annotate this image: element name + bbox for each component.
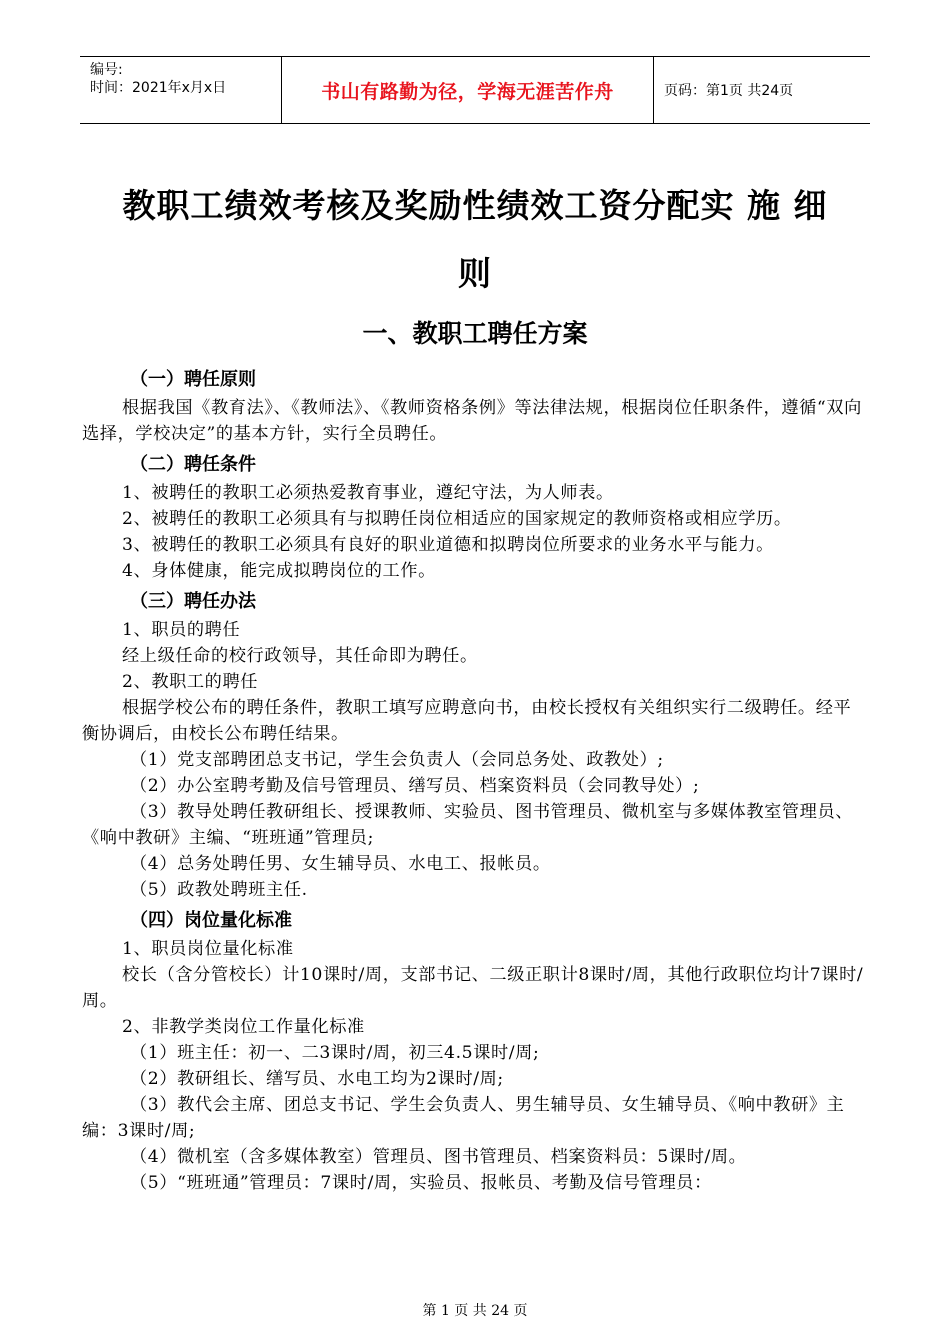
paragraph: （4）总务处聘任男、女生辅导员、水电工、报帐员。 — [130, 854, 551, 874]
subheading-methods: （三）聘任办法 — [130, 591, 256, 612]
paragraph: （4）微机室（含多媒体教室）管理员、图书管理员、档案资料员：5课时/周。 — [130, 1147, 747, 1167]
paragraph: （1）班主任：初一、二3课时/周，初三4.5课时/周; — [130, 1043, 540, 1063]
document-title-line2: 则 — [458, 254, 492, 293]
subheading-standards: （四）岗位量化标准 — [130, 910, 292, 931]
subheading-conditions: （二）聘任条件 — [130, 454, 256, 475]
number-label: 编号: — [90, 62, 123, 78]
paragraph: （5）政教处聘班主任. — [130, 880, 308, 900]
time-label: 时间：2021年x月x日 — [90, 80, 227, 96]
paragraph: 3、被聘任的教职工必须具有良好的职业道德和拟聘岗位所要求的业务水平与能力。 — [122, 535, 774, 555]
paragraph: （5）“班班通”管理员：7课时/周，实验员、报帐员、考勤及信号管理员： — [130, 1173, 712, 1193]
document-title-line1: 教职工绩效考核及奖励性绩效工资分配实 施 细 — [122, 186, 828, 225]
header-meta — [80, 57, 282, 123]
paragraph: 1、职员的聘任 — [122, 620, 241, 640]
document-header — [80, 56, 870, 124]
paragraph: 根据学校公布的聘任条件，教职工填写应聘意向书，由校长授权有关组织实行二级聘任。经平衡协调后，由校长公布聘任结果。 — [82, 698, 852, 744]
page-footer: 第 1 页 共 24 页 — [422, 1303, 528, 1319]
paragraph: 1、职员岗位量化标准 — [122, 939, 294, 959]
subheading-principles: （一）聘任原则 — [130, 369, 256, 390]
paragraph: 根据我国《教育法》、《教师法》、《教师资格条例》等法律法规，根据岗位任职条件，遵循“双向选择，学校决定”的基本方针，实行全员聘任。 — [82, 398, 862, 444]
paragraph: （2）教研组长、缮写员、水电工均为2课时/周; — [130, 1069, 504, 1089]
header-motto: 书山有路勤为径，学海无涯苦作舟 — [282, 57, 654, 123]
paragraph: （2）办公室聘考勤及信号管理员、缮写员、档案资料员（会同教导处）; — [130, 776, 700, 796]
document-body — [82, 362, 868, 1196]
header-page-info: 页码：第1页 共24页 — [664, 83, 794, 99]
paragraph: 2、教职工的聘任 — [122, 672, 259, 692]
paragraph: 4、身体健康，能完成拟聘岗位的工作。 — [122, 561, 436, 581]
paragraph: （3）教导处聘任教研组长、授课教师、实验员、图书管理员、微机室与多媒体教室管理员、《响中教研》主编、“班班通”管理员; — [82, 802, 854, 848]
paragraph: 1、被聘任的教职工必须热爱教育事业，遵纪守法，为人师表。 — [122, 483, 614, 503]
paragraph: 经上级任命的校行政领导，其任命即为聘任。 — [122, 646, 478, 666]
paragraph: 2、非教学类岗位工作量化标准 — [122, 1017, 365, 1037]
paragraph: （1）党支部聘团总支书记，学生会负责人（会同总务处、政教处）; — [130, 750, 664, 770]
paragraph: （3）教代会主席、团总支书记、学生会负责人、男生辅导员、女生辅导员、《响中教研》主编：3课时/周; — [82, 1095, 845, 1141]
section-title: 一、教职工聘任方案 — [362, 319, 588, 348]
paragraph: 校长（含分管校长）计10课时/周，支部书记、二级正职计8课时/周，其他行政职位均计7课时/周。 — [82, 965, 864, 1011]
paragraph: 2、被聘任的教职工必须具有与拟聘任岗位相适应的国家规定的教师资格或相应学历。 — [122, 509, 792, 529]
